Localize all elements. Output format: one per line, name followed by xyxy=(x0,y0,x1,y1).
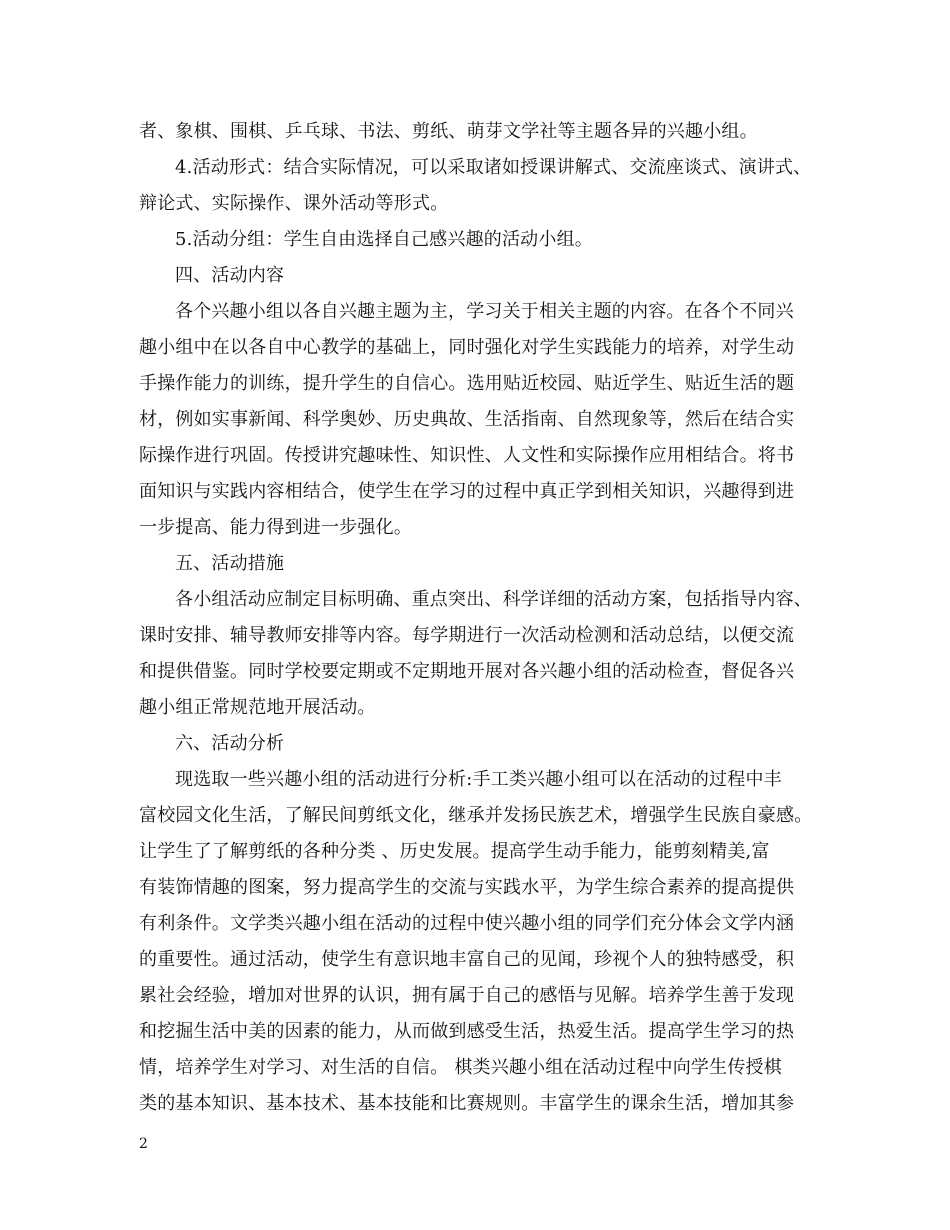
text-line: 累社会经验，增加对世界的认识，拥有属于自己的感悟与见解。培养学生善于发现 xyxy=(139,985,795,1006)
text-line: 4.活动形式：结合实际情况，可以采取诸如授课讲解式、交流座谈式、演讲式、 xyxy=(175,157,812,178)
page-number: 2 xyxy=(139,1136,148,1152)
text-line: 现选取一些兴趣小组的活动进行分析:手工类兴趣小组可以在活动的过程中丰 xyxy=(175,769,782,790)
text-line: 际操作进行巩固。传授讲究趣味性、知识性、人文性和实际操作应用相结合。将书 xyxy=(139,445,795,466)
text-line: 情，培养学生对学习、对生活的自信。 棋类兴趣小组在活动过程中向学生传授棋 xyxy=(139,1057,782,1078)
text-line: 五、活动措施 xyxy=(175,553,285,574)
text-line: 手操作能力的训练，提升学生的自信心。选用贴近校园、贴近学生、贴近生活的题 xyxy=(139,373,795,394)
text-line: 辩论式、实际操作、课外活动等形式。 xyxy=(139,193,449,214)
text-line: 5.活动分组：学生自由选择自己感兴趣的活动小组。 xyxy=(175,229,593,250)
text-line: 一步提高、能力得到进一步强化。 xyxy=(139,517,412,538)
text-line: 富校园文化生活，了解民间剪纸文化，继承并发扬民族艺术，增强学生民族自豪感。 xyxy=(139,805,813,826)
text-line: 者、象棋、围棋、乒乓球、书法、剪纸、萌芽文学社等主题各异的兴趣小组。 xyxy=(139,121,758,142)
text-line: 四、活动内容 xyxy=(175,265,285,286)
text-line: 有装饰情趣的图案，努力提高学生的交流与实践水平，为学生综合素养的提高提供 xyxy=(139,877,795,898)
text-line: 和挖掘生活中美的因素的能力，从而做到感受生活，热爱生活。提高学生学习的热 xyxy=(139,1021,795,1042)
text-line: 各个兴趣小组以各自兴趣主题为主，学习关于相关主题的内容。在各个不同兴 xyxy=(175,301,794,322)
text-line: 面知识与实践内容相结合，使学生在学习的过程中真正学到相关知识，兴趣得到进 xyxy=(139,481,795,502)
text-line: 材，例如实事新闻、科学奥妙、历史典故、生活指南、自然现象等，然后在结合实 xyxy=(139,409,795,430)
text-line: 各小组活动应制定目标明确、重点突出、科学详细的活动方案，包括指导内容、 xyxy=(175,589,812,610)
text-line: 类的基本知识、基本技术、基本技能和比赛规则。丰富学生的课余生活，增加其参 xyxy=(139,1093,795,1114)
text-line: 有利条件。文学类兴趣小组在活动的过程中使兴趣小组的同学们充分体会文学内涵 xyxy=(139,913,795,934)
text-line: 和提供借鉴。同时学校要定期或不定期地开展对各兴趣小组的活动检查，督促各兴 xyxy=(139,661,795,682)
text-line: 趣小组中在以各自中心教学的基础上，同时强化对学生实践能力的培养，对学生动 xyxy=(139,337,795,358)
text-line: 的重要性。通过活动，使学生有意识地丰富自己的见闻，珍视个人的独特感受，积 xyxy=(139,949,795,970)
text-line: 让学生了了解剪纸的各种分类 、历史发展。提高学生动手能力，能剪刻精美,富 xyxy=(139,841,770,862)
text-line: 课时安排、辅导教师安排等内容。每学期进行一次活动检测和活动总结，以便交流 xyxy=(139,625,795,646)
text-line: 趣小组正常规范地开展活动。 xyxy=(139,697,376,718)
document-body xyxy=(139,114,829,1122)
text-line: 六、活动分析 xyxy=(175,733,285,754)
